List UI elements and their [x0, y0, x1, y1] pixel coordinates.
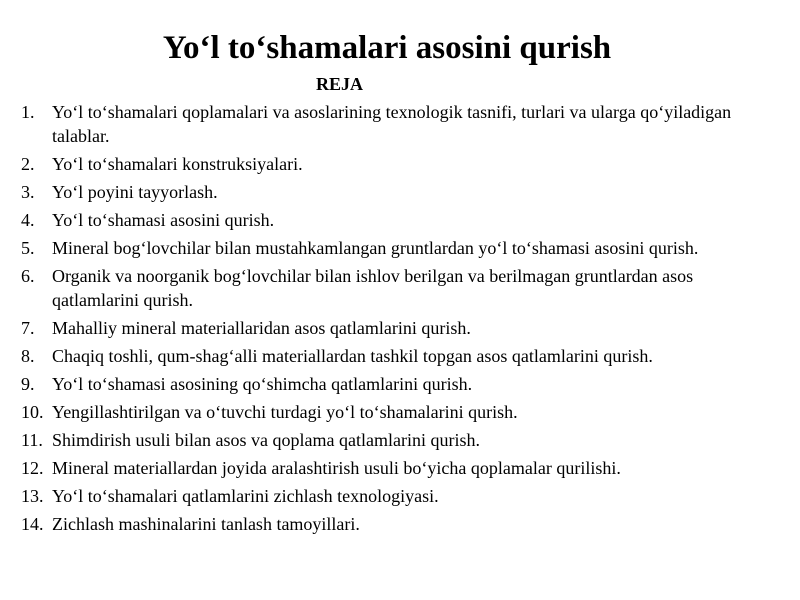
- list-item: [21, 456, 781, 480]
- item-text: Shimdirish usuli bilan asos va qoplama qatlamlarini qurish.: [52, 430, 480, 450]
- item-text: Zichlash mashinalarini tanlash tamoyillari.: [52, 514, 360, 534]
- item-text: Yo‘l to‘shamalari qoplamalari va asoslarining texnologik tasnifi, turlari va ularga qo‘yiladigan talablar.: [52, 102, 732, 146]
- item-number: 13.: [21, 486, 44, 506]
- list-item: [21, 264, 781, 312]
- item-text: Organik va noorganik bog‘lovchilar bilan ishlov berilgan va berilmagan gruntlardan asos qatlamlarini qurish.: [52, 266, 694, 310]
- item-number: 12.: [21, 458, 44, 478]
- list-item: [21, 236, 781, 260]
- item-text: Mineral materiallardan joyida aralashtirish usuli bo‘yicha qoplamalar qurilishi.: [52, 458, 621, 478]
- item-text: Yo‘l to‘shamasi asosining qo‘shimcha qatlamlarini qurish.: [52, 374, 473, 394]
- list-item: [21, 344, 781, 368]
- item-number: 7.: [21, 318, 35, 338]
- list-item: [21, 484, 781, 508]
- item-number: 5.: [21, 238, 35, 258]
- list-item: [21, 512, 781, 536]
- item-number: 8.: [21, 346, 35, 366]
- item-number: 4.: [21, 210, 35, 230]
- plan-heading: REJA: [316, 74, 364, 94]
- list-item: [21, 400, 781, 424]
- plan-list: [21, 100, 781, 540]
- item-number: 3.: [21, 182, 35, 202]
- page-title: Yo‘l to‘shamalari asosini qurish: [162, 30, 612, 66]
- list-item: [21, 208, 781, 232]
- list-item: [21, 152, 781, 176]
- item-number: 10.: [21, 402, 44, 422]
- item-number: 1.: [21, 102, 35, 122]
- item-number: 14.: [21, 514, 44, 534]
- item-text: Yo‘l to‘shamalari qatlamlarini zichlash texnologiyasi.: [52, 486, 439, 506]
- list-item: [21, 316, 781, 340]
- item-text: Yengillashtirilgan va o‘tuvchi turdagi yo‘l to‘shamalarini qurish.: [52, 402, 518, 422]
- item-number: 2.: [21, 154, 35, 174]
- item-text: Mineral bog‘lovchilar bilan mustahkamlangan gruntlardan yo‘l to‘shamasi asosini qurish.: [52, 238, 699, 258]
- item-text: Yo‘l to‘shamasi asosini qurish.: [52, 210, 275, 230]
- item-text: Yo‘l poyini tayyorlash.: [52, 182, 218, 202]
- list-item: [21, 428, 781, 452]
- item-text: Yo‘l to‘shamalari konstruksiyalari.: [52, 154, 303, 174]
- item-text: Mahalliy mineral materiallaridan asos qatlamlarini qurish.: [52, 318, 471, 338]
- item-number: 11.: [21, 430, 43, 450]
- list-item: [21, 100, 781, 148]
- list-item: [21, 372, 781, 396]
- item-number: 9.: [21, 374, 35, 394]
- item-number: 6.: [21, 266, 35, 286]
- list-item: [21, 180, 781, 204]
- item-text: Chaqiq toshli, qum-shag‘alli materiallardan tashkil topgan asos qatlamlarini qurish.: [52, 346, 653, 366]
